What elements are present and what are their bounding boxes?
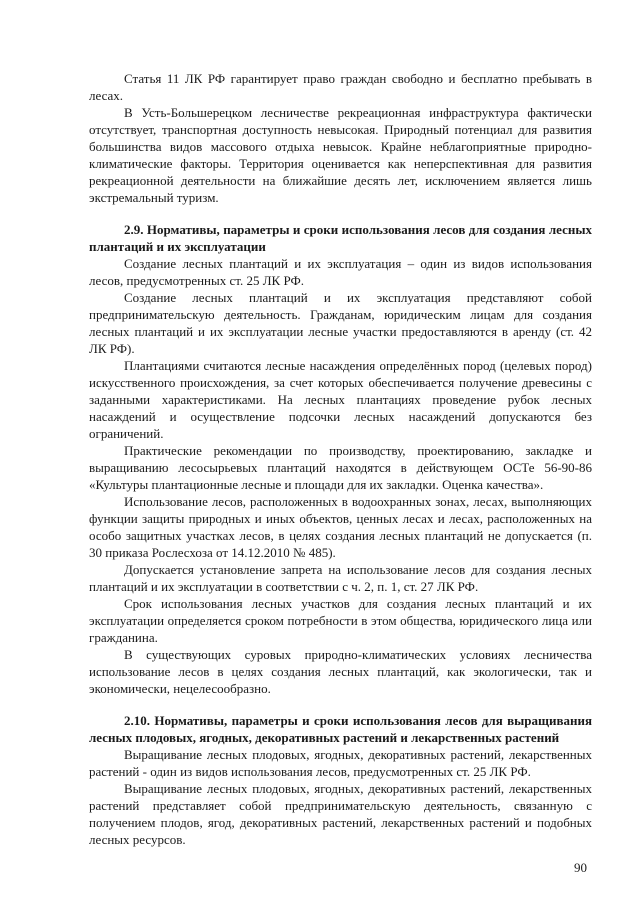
section-2-10-paragraph-2: Выращивание лесных плодовых, ягодных, декоративных растений, лекарственных растений представляет собой предпринимательскую деятельность, связанную с получением плодов, ягод, декоративных растений, лекарственных растений и подобных лесных ресурсов.	[89, 781, 592, 847]
document-body	[89, 70, 592, 848]
intro-paragraph-1: Статья 11 ЛК РФ гарантирует право граждан свободно и бесплатно пребывать в лесах.	[89, 71, 592, 103]
section-2-9-paragraph-1: Создание лесных плантаций и их эксплуатация – один из видов использования лесов, предусмотренных ст. 25 ЛК РФ.	[89, 256, 592, 288]
intro-paragraph-2: В Усть-Большерецком лесничестве рекреационная инфраструктура фактически отсутствует, транспортная доступность невысокая. Природный потенциал для развития большинства видов массового отдыха невысок. Крайне неблагоприятные природно-климатические факторы. Территория оценивается как неперспективная для развития рекреационной деятельности на ближайшие десять лет, исключением является лишь экстремальный туризм.	[89, 105, 592, 205]
section-2-9-paragraph-3: Плантациями считаются лесные насаждения определённых пород (целевых пород) искусственного происхождения, за счет которых обеспечивается получение древесины с заданными характеристиками. На лесных плантациях проведение рубок лесных насаждений и осуществление подсочки лесных насаждений допускаются без ограничений.	[89, 358, 592, 441]
section-2-10-paragraph-1: Выращивание лесных плодовых, ягодных, декоративных растений, лекарственных растений - один из видов использования лесов, предусмотренных ст. 25 ЛК РФ.	[89, 747, 592, 779]
section-2-9-paragraph-4: Практические рекомендации по производству, проектированию, закладке и выращиванию лесосырьевых плантаций находятся в действующем ОСТе 56-90-86 «Культуры плантационные лесные и площади для их закладки. Оценка качества».	[89, 443, 592, 492]
page-number: 90	[574, 860, 587, 875]
section-2-9-paragraph-7: Срок использования лесных участков для создания лесных плантаций и их эксплуатации определяется сроком потребности в этом общества, юридического лица или гражданина.	[89, 596, 592, 645]
section-2-10-heading: 2.10. Нормативы, параметры и сроки использования лесов для выращивания лесных плодовых, ягодных, декоративных растений и лекарственных растений	[89, 713, 592, 745]
section-2-9-paragraph-2: Создание лесных плантаций и их эксплуатация представляют собой предпринимательскую деятельность. Гражданам, юридическим лицам для создания лесных плантаций и их эксплуатации лесные участки предоставляются в аренду (ст. 42 ЛК РФ).	[89, 290, 592, 356]
section-2-9-paragraph-8: В существующих суровых природно-климатических условиях лесничества использование лесов в целях создания лесных плантаций, как экологически, так и экономически, нецелесообразно.	[89, 647, 592, 696]
section-2-9-heading: 2.9. Нормативы, параметры и сроки использования лесов для создания лесных плантаций и их эксплуатации	[89, 222, 592, 254]
section-2-9-paragraph-5: Использование лесов, расположенных в водоохранных зонах, лесах, выполняющих функции защиты природных и иных объектов, ценных лесах и лесах, расположенных на особо защитных участках лесов, в целях создания лесных плантаций не допускается (п. 30 приказа Рослесхоза от 14.12.2010 № 485).	[89, 494, 592, 560]
section-2-9-paragraph-6: Допускается установление запрета на использование лесов для создания лесных плантаций и их эксплуатации в соответствии с ч. 2, п. 1, ст. 27 ЛК РФ.	[89, 562, 592, 594]
